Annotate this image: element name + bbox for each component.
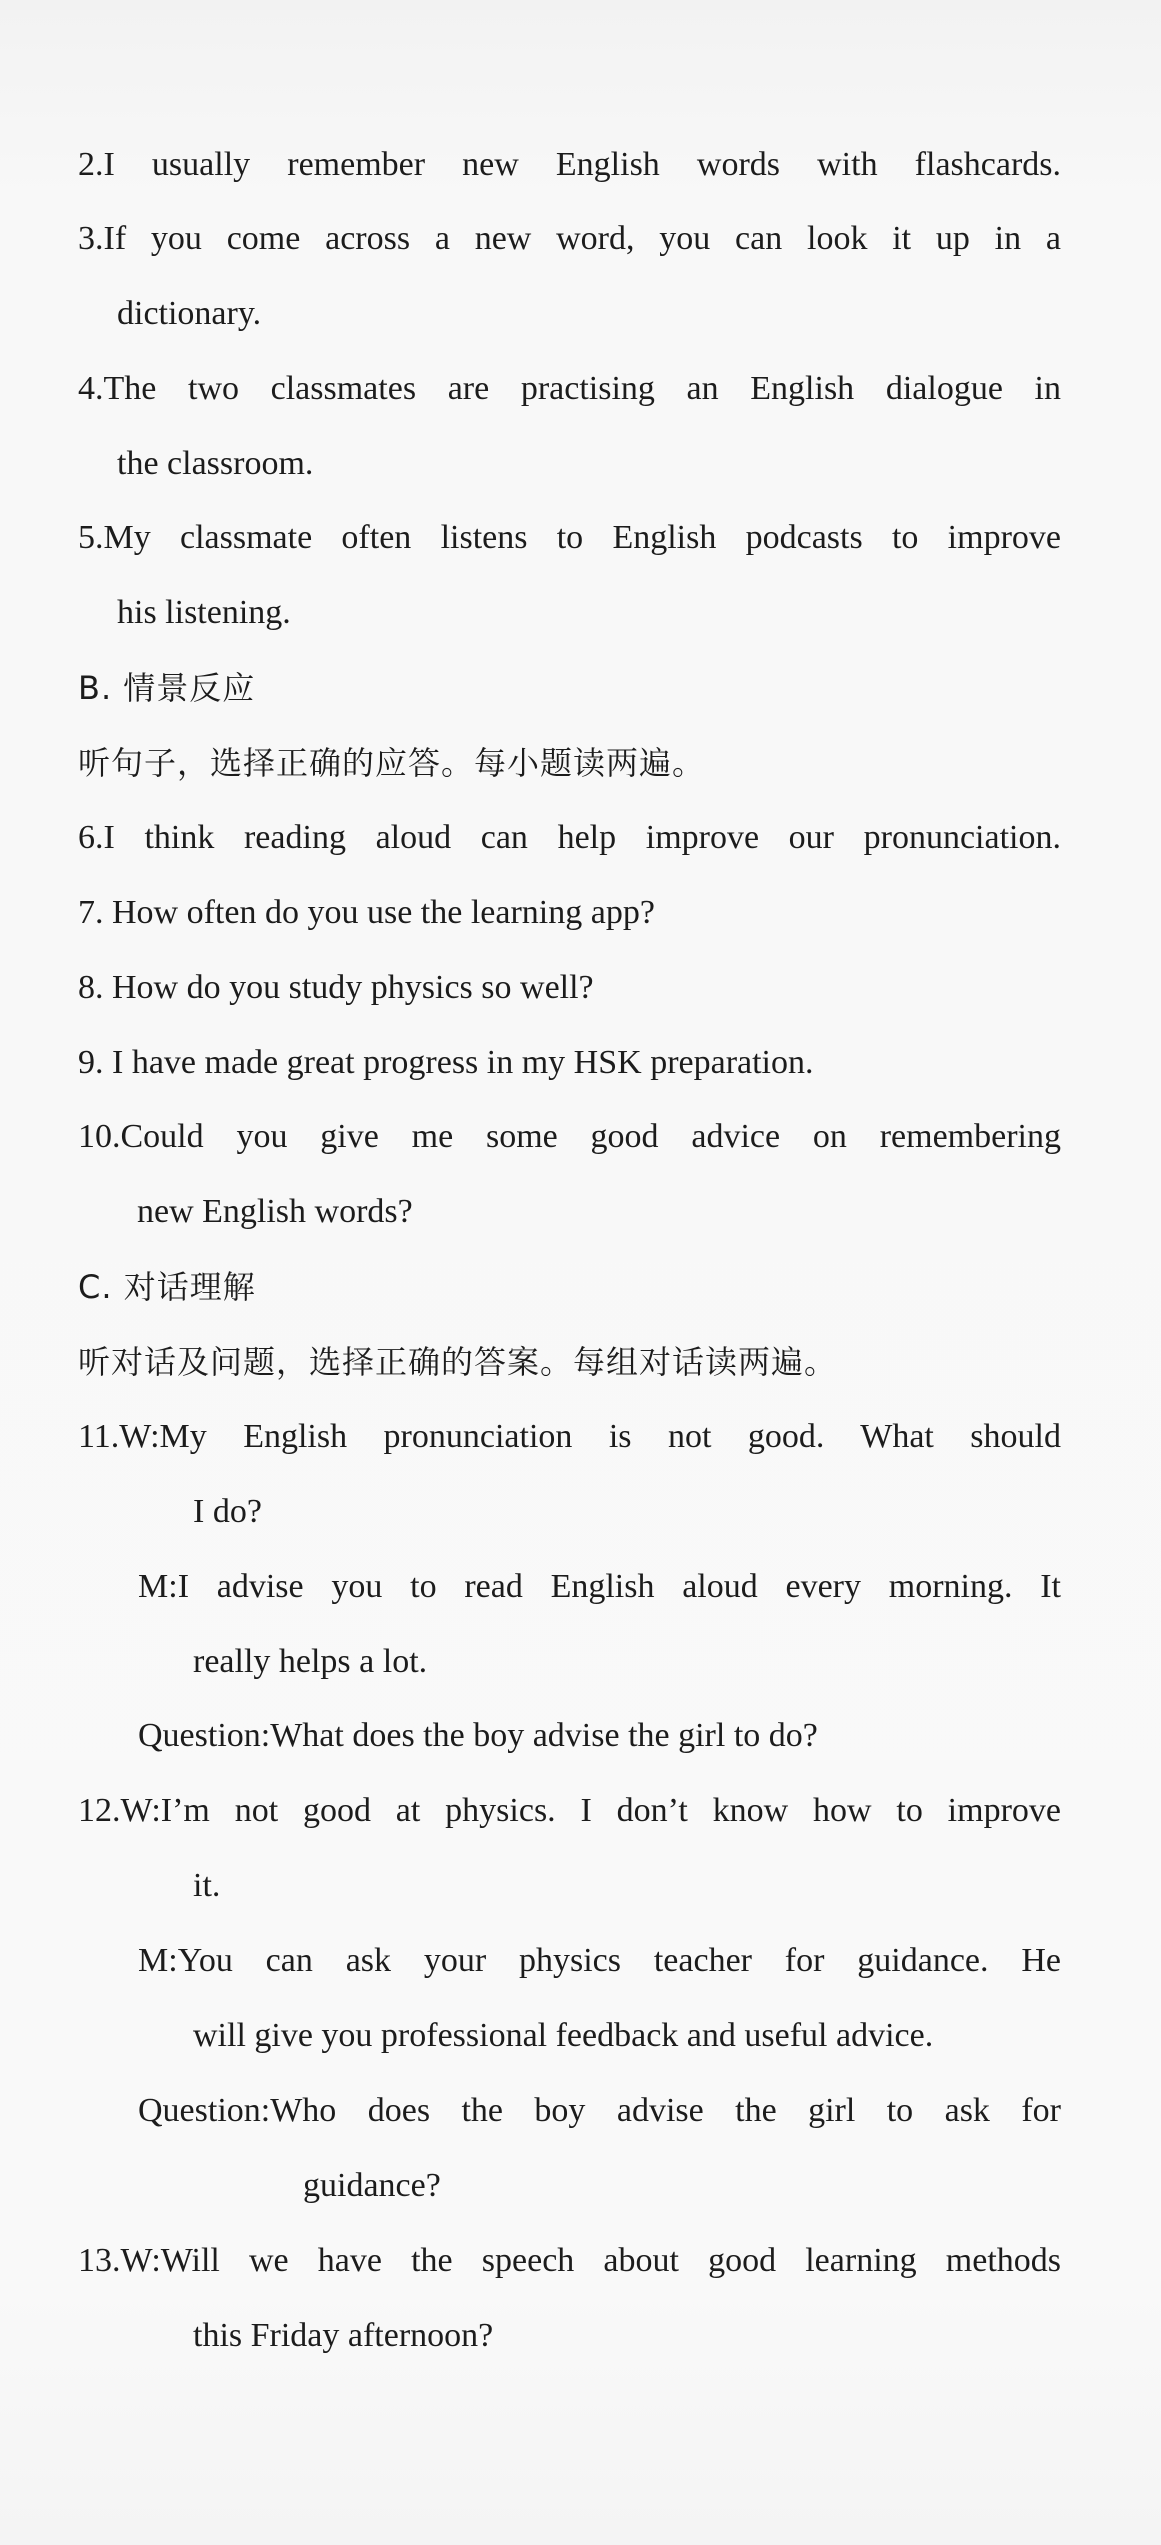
question-11-woman-continuation: I do? [193,1493,262,1530]
question-number: 3. [78,220,104,257]
question-7 [78,893,655,933]
question-3 [78,219,1061,259]
dialogue-text: I advise you to read English aloud every morning. It [177,1568,1061,1605]
dialogue-text: Will we have the speech about good learning methods [160,2242,1061,2279]
question-text: If you come across a new word, you can look it up in a [103,220,1061,257]
question-2 [78,145,1061,185]
question-number: 2. [78,146,104,183]
question-3-continuation: dictionary. [117,295,262,332]
speaker-man-label: M: [138,1568,178,1605]
speaker-man-label: M: [138,1942,178,1979]
question-text: I have made great progress in my HSK preparation. [112,1044,814,1081]
question-12-man-continuation: will give you professional feedback and useful advice. [193,2017,934,2054]
section-c-heading: C. 对话理解 [78,1268,256,1306]
question-9 [78,1043,814,1083]
question-12-woman-continuation: it. [193,1867,221,1904]
speaker-woman-label: W: [119,1418,160,1455]
question-13-woman [78,2241,1061,2281]
question-number: 6. [78,819,104,856]
question-12-question-continuation: guidance? [303,2167,441,2204]
question-text: My classmate often listens to English podcasts to improve [103,519,1061,556]
question-number: 9. [78,1044,104,1081]
question-12-man [138,1941,1061,1981]
question-text: Could you give me some good advice on remembering [120,1118,1061,1155]
question-text: Who does the boy advise the girl to ask for [270,2092,1061,2129]
question-11-man-continuation: really helps a lot. [193,1643,428,1680]
question-text: I think reading aloud can help improve our pronunciation. [103,819,1061,856]
question-text: The two classmates are practising an English dialogue in [103,370,1061,407]
question-text: I usually remember new English words with flashcards. [103,146,1061,183]
section-b-heading: B. 情景反应 [78,669,256,707]
speaker-woman-label: W: [120,2242,161,2279]
dialogue-text: My English pronunciation is not good. What should [159,1418,1061,1455]
question-label: Question: [138,2092,271,2129]
question-number: 10. [78,1118,121,1155]
question-number: 8. [78,969,104,1006]
section-c-instruction: 听对话及问题，选择正确的答案。每组对话读两遍。 [78,1343,838,1381]
question-number: 12. [78,1792,121,1829]
dialogue-text: I’m not good at physics. I don’t know how to improve [160,1792,1061,1829]
question-8 [78,968,594,1008]
dialogue-text: You can ask your physics teacher for guidance. He [177,1942,1061,1979]
question-text: How do you study physics so well? [112,969,594,1006]
question-13-woman-continuation: this Friday afternoon? [193,2317,494,2354]
question-4-continuation: the classroom. [117,445,314,482]
question-10-continuation: new English words? [137,1193,413,1230]
question-11-question [138,1716,818,1756]
speaker-woman-label: W: [120,1792,161,1829]
question-11-man [138,1567,1061,1607]
question-number: 5. [78,519,104,556]
question-text: How often do you use the learning app? [112,894,655,931]
question-number: 7. [78,894,104,931]
question-10 [78,1117,1061,1157]
question-number: 11. [78,1418,120,1455]
question-5-continuation: his listening. [117,594,291,631]
question-number: 13. [78,2242,121,2279]
question-4 [78,369,1061,409]
question-number: 4. [78,370,104,407]
question-12-woman [78,1791,1061,1831]
question-12-question [138,2091,1061,2131]
question-11-woman [78,1417,1061,1457]
question-5 [78,518,1061,558]
question-text: What does the boy advise the girl to do? [270,1717,818,1754]
question-6 [78,818,1061,858]
question-label: Question: [138,1717,271,1754]
section-b-instruction: 听句子，选择正确的应答。每小题读两遍。 [78,744,706,782]
